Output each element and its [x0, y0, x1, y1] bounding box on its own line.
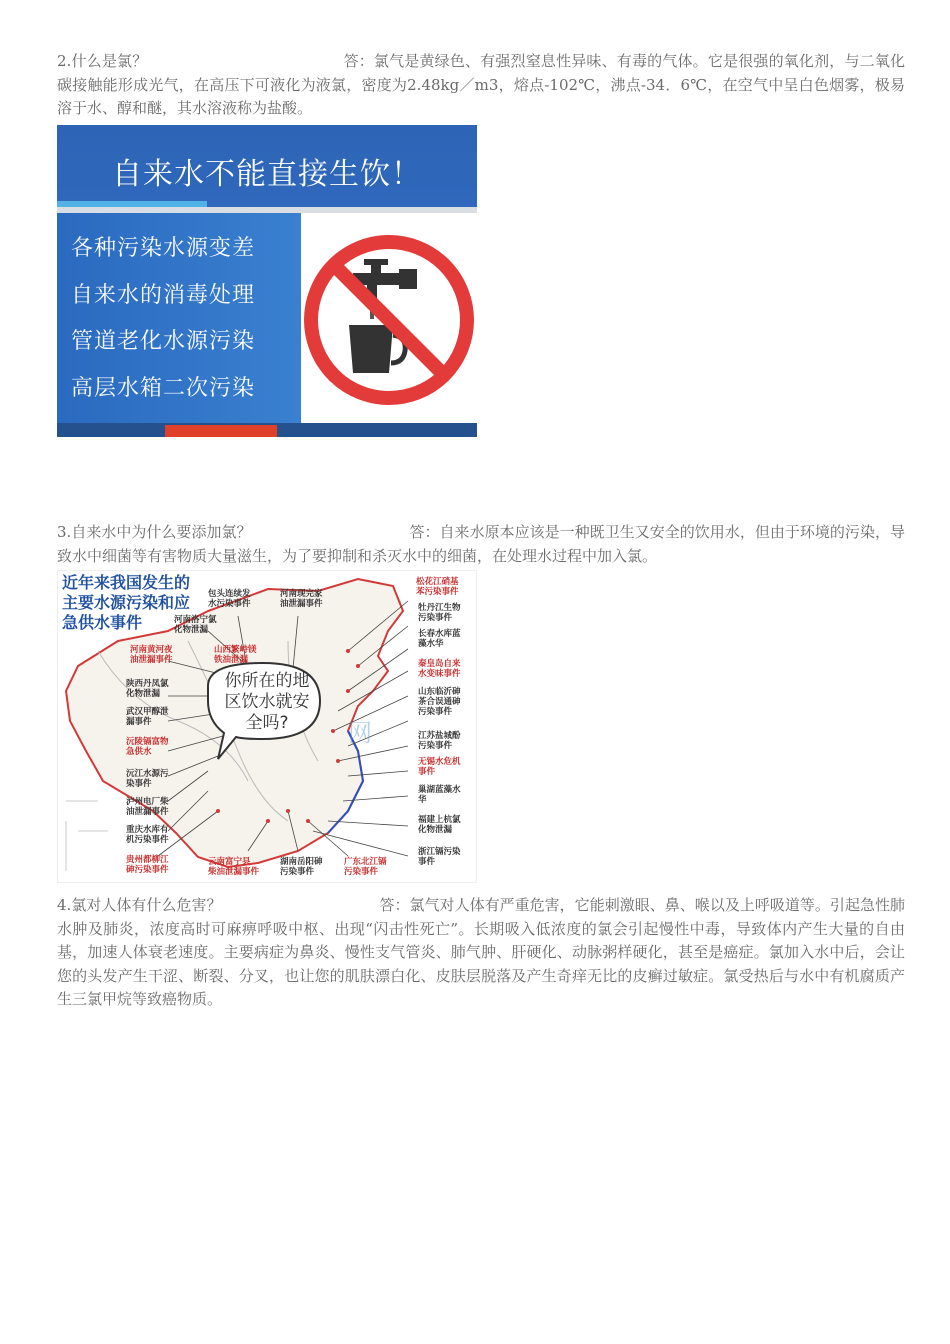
map-event-label — [208, 857, 259, 877]
label-text: 沅江水源污 染事件 — [126, 769, 169, 789]
label-text: 牡丹江生物 污染事件 — [418, 603, 461, 623]
map-event-label — [174, 615, 217, 635]
label-text: 陕西丹凤氯 化物泄漏 — [126, 679, 169, 699]
map-event-label — [126, 797, 169, 817]
map-event-label — [126, 707, 169, 727]
map-event-label — [416, 577, 459, 597]
map-event-label — [126, 855, 169, 875]
map-event-label — [280, 589, 323, 609]
section-3-paragraph — [57, 521, 905, 568]
china-pollution-map — [57, 570, 477, 883]
poster-item: 各种污染水源变差 — [71, 236, 256, 261]
section-3-question: 3.自来水中为什么要添加氯？ — [57, 523, 252, 541]
no-drinking-tap-icon — [301, 213, 477, 423]
label-text: 沅陵镉富物 急供水 — [126, 737, 169, 757]
map-headline: 近年来我国发生的 — [62, 573, 191, 592]
map-event-label — [418, 731, 461, 751]
map-event-label — [418, 629, 461, 649]
label-text: 秦皇岛自来 水变味事件 — [418, 659, 461, 679]
section-4-question: 4.氯对人体有什么危害？ — [57, 896, 222, 914]
section-3-answer: 答：自来水原本应该是一种既卫生又安全的饮用水，但由于环境的污染，导致水中细菌等有害物质大量滋生，为了要抑制和杀灭水中的细菌，在处理水过程中加入氯。 — [57, 523, 905, 565]
bubble-line: 区饮水就安 — [224, 692, 310, 712]
section-2-question: 2.什么是氯？ — [57, 52, 148, 70]
label-text: 重庆水库有 机污染事件 — [126, 825, 169, 845]
poster-item: 自来水的消毒处理 — [71, 283, 256, 308]
section-4-answer: 答：氯气对人体有严重危害，它能刺激眼、鼻、喉以及上呼吸道等。引起急性肺水肿及肺炎，浓度高时可麻痹呼吸中枢、出现“闪击性死亡”。长期吸入低浓度的氯会引起慢性中毒，导致体内产生大量的自由基，加速人体衰老速度。主要病症为鼻炎、慢性支气管炎、肺气肿、肝硬化、动脉粥样硬化，甚至是癌症。氯加入水中后，会让您的头发产生干涩、断裂、分叉，也让您的肌肤漂白化、皮肤层脱落及产生奇痒无比的皮癣过敏症。氯受热后与水中有机腐质产生三氯甲烷等致癌物质。 — [57, 896, 905, 1008]
poster-item: 管道老化水源污染 — [71, 329, 256, 354]
section-2-answer: 答：氯气是黄绿色、有强烈窒息性异味、有毒的气体。它是很强的氧化剂，与二氧化碳接触能形成光气，在高压下可液化为液氯，密度为2.48kg／m3，熔点-102℃，沸点-34．6℃，在空气中呈白色烟雾，极易溶于水、醇和醚，其水溶液称为盐酸。 — [57, 52, 905, 117]
label-text: 贵州都柳江 砷污染事件 — [126, 855, 169, 875]
poster-footer-accent — [165, 425, 277, 437]
label-text: 无锡水危机 事件 — [418, 757, 461, 777]
label-text: 长春水库蓝 藻水华 — [418, 629, 461, 649]
label-text: 广东北江镉 污染事件 — [344, 857, 387, 877]
map-event-label — [344, 857, 387, 877]
bubble-line: 全吗? — [245, 713, 289, 733]
map-watermark: 网 — [348, 719, 372, 747]
map-event-label — [126, 825, 169, 845]
map-event-label — [418, 687, 461, 717]
map-event-label — [126, 769, 169, 789]
map-event-label — [280, 857, 323, 877]
label-text: 松花江硝基 苯污染事件 — [416, 577, 459, 597]
map-event-label — [418, 815, 461, 835]
map-headline: 主要水源污染和应 — [62, 593, 191, 612]
label-text: 江苏盐城酚 污染事件 — [418, 731, 461, 751]
label-text: 河南洛宁氯 化物泄漏 — [174, 615, 217, 635]
poster-title: 自来水不能直接生饮！ — [112, 157, 422, 192]
map-event-label — [208, 589, 251, 609]
label-text: 包头连续发 水污染事件 — [208, 589, 251, 609]
label-text: 山东临沂砷 茶合误通砷 污染事件 — [418, 687, 461, 717]
map-event-label — [126, 737, 169, 757]
map-event-label — [130, 645, 173, 665]
poster-photo — [301, 213, 477, 423]
label-text: 湖南岳阳砷 污染事件 — [280, 857, 323, 877]
label-text: 河南黄河夜 油泄漏事件 — [130, 645, 173, 665]
map-event-label — [126, 679, 169, 699]
poster-item: 高层水箱二次污染 — [71, 376, 256, 401]
map-speech-bubble — [209, 671, 325, 734]
no-direct-drinking-poster — [57, 125, 477, 437]
map-headline: 急供水事件 — [62, 613, 143, 632]
label-text: 巢湖蓝藻水 华 — [418, 785, 461, 805]
section-2-paragraph — [57, 50, 905, 121]
label-text: 河南现完家 油泄漏事件 — [280, 589, 323, 609]
label-text: 武汉甲醇泄 漏事件 — [126, 707, 169, 727]
map-event-label — [418, 603, 461, 623]
map-event-label — [214, 645, 257, 665]
label-text: 泸州电厂柴 油泄漏事件 — [126, 797, 169, 817]
bubble-line: 你所在的地 — [224, 671, 310, 691]
map-event-label — [418, 847, 461, 867]
label-text: 云南富宁县 柴油泄漏事件 — [208, 857, 260, 877]
label-text: 福建上杭氯 化物泄漏 — [418, 815, 461, 835]
label-text: 浙江镉污染 事件 — [418, 847, 461, 867]
map-event-label — [418, 659, 461, 679]
label-text: 山西繁峙镁 铁油泄漏 — [214, 645, 257, 665]
map-event-label — [418, 785, 461, 805]
section-4-paragraph — [57, 894, 905, 1012]
map-event-label — [418, 757, 461, 777]
